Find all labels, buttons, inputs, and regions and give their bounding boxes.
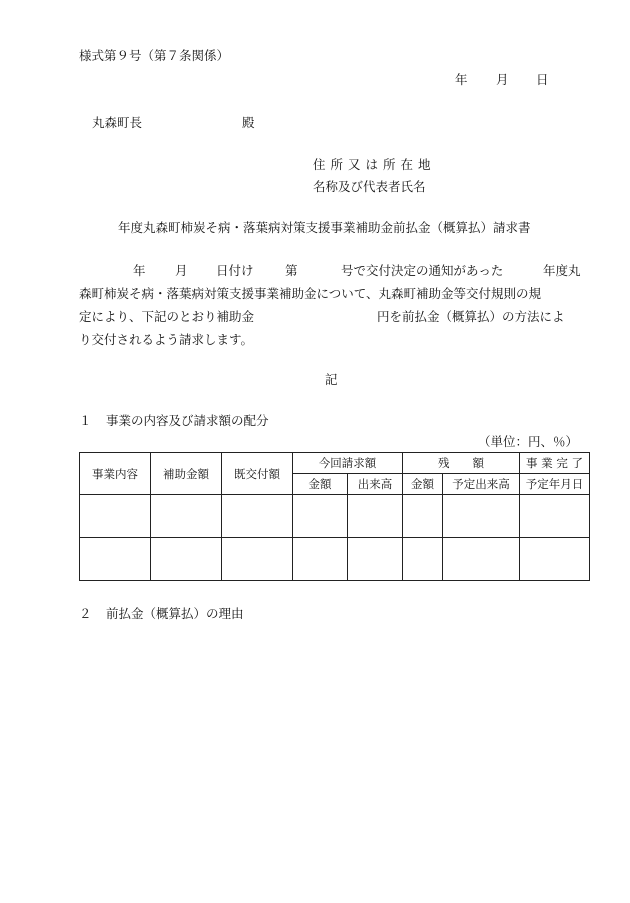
section-2-title: 前払金（概算払）の理由 [106,606,244,621]
table-cell[interactable] [222,495,293,538]
subheader-remaining-amount: 金額 [403,474,443,495]
body-line-2: 森町柿炭そ病・落葉病対策支援事業補助金について、丸森町補助金等交付規則の規 [79,286,542,301]
table-cell[interactable] [293,495,348,538]
applicant-address-label: 住所又は所在地 [313,157,436,172]
section-1-number: １ [79,413,92,428]
table-cell[interactable] [80,495,151,538]
header-completion-2: 予定年月日 [520,474,590,495]
date-year: 年 [455,72,468,87]
section-2-number: ２ [79,606,92,621]
header-remaining: 残 額 [403,453,520,474]
table-cell[interactable] [403,538,443,581]
table-cell[interactable] [151,495,222,538]
body-month: 月 [175,263,188,278]
table-cell[interactable] [80,538,151,581]
header-content: 事業内容 [80,453,151,495]
header-completion-1: 事 業 完 了 [520,453,590,474]
body-line-3a: 定により、下記のとおり補助金 [79,309,255,324]
table-cell[interactable] [222,538,293,581]
header-current-claim: 今回請求額 [293,453,403,474]
ki-marker: 記 [325,372,338,387]
subheader-current-progress: 出来高 [348,474,403,495]
table-header-row [80,453,590,474]
recipient-name: 丸森町長 [92,115,143,130]
form-number: 様式第９号（第７条関係） [79,48,230,63]
table-cell[interactable] [520,538,590,581]
table-cell[interactable] [443,495,520,538]
body-line-4: り交付されるよう請求します。 [79,332,254,347]
date-month: 月 [496,72,509,87]
body-notice-text: 号で交付決定の通知があった [341,263,504,278]
table-cell[interactable] [293,538,348,581]
body-date-suffix: 日付け [216,263,254,278]
header-already-paid: 既交付額 [222,453,293,495]
table-row [80,495,590,538]
body-line-3b: 円を前払金（概算払）の方法によ [377,309,565,324]
table-cell[interactable] [348,495,403,538]
document-title: 年度丸森町柿炭そ病・落葉病対策支援事業補助金前払金（概算払）請求書 [118,220,531,235]
header-subsidy-amount: 補助金額 [151,453,222,495]
subheader-current-amount: 金額 [293,474,348,495]
applicant-name-label: 名称及び代表者氏名 [313,179,426,194]
body-year: 年 [133,263,146,278]
body-number-prefix: 第 [285,263,298,278]
date-day: 日 [536,72,549,87]
table-cell[interactable] [151,538,222,581]
table-cell[interactable] [520,495,590,538]
table-row [80,538,590,581]
body-fiscal-year: 年度丸 [543,263,581,278]
recipient-honorific: 殿 [242,115,255,130]
subheader-remaining-progress: 予定出来高 [443,474,520,495]
unit-note: （単位：円、％） [478,434,579,449]
allocation-table [79,452,590,581]
table-cell[interactable] [403,495,443,538]
table-cell[interactable] [443,538,520,581]
table-cell[interactable] [348,538,403,581]
section-1-title: 事業の内容及び請求額の配分 [106,413,269,428]
